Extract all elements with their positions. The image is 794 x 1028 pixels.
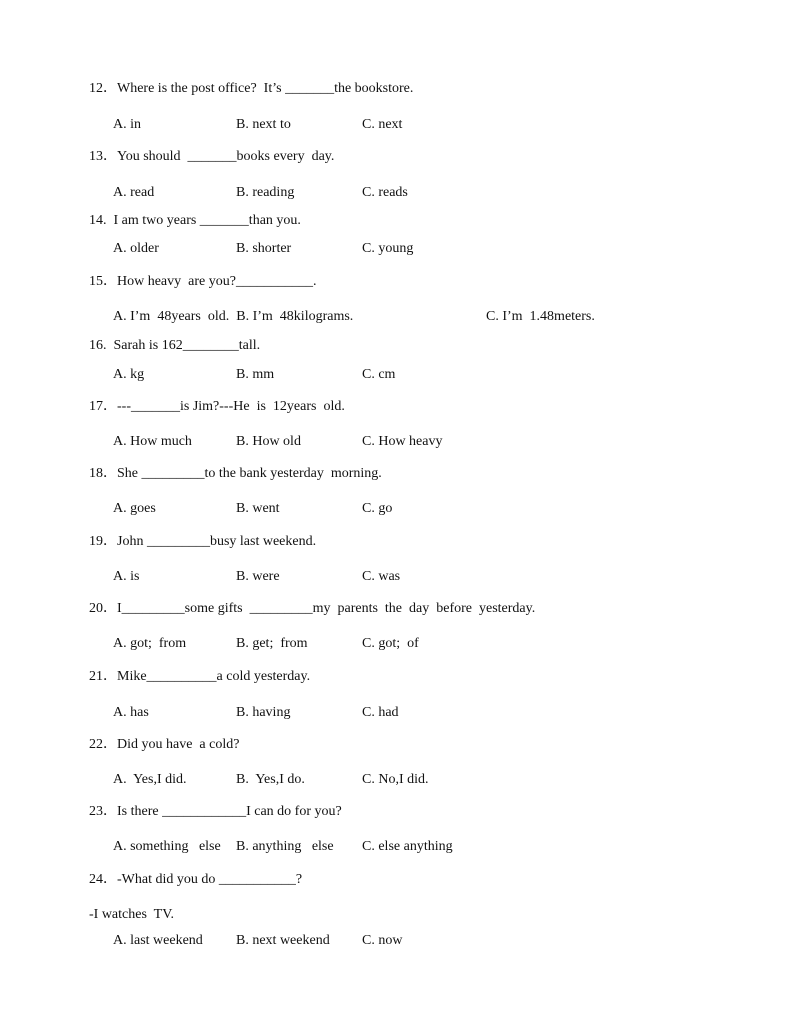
option-b: B. next to [236, 117, 291, 132]
answer-line: -I watches TV. [89, 907, 175, 922]
option-a: A. older [113, 241, 159, 256]
option-c: C. I’m 1.48meters. [486, 309, 595, 324]
option-a: A. How much [113, 434, 192, 449]
option-b: B. next weekend [236, 933, 330, 948]
option-c: C. got; of [362, 636, 419, 651]
option-c: C. now [362, 933, 403, 948]
option-a: A. something else [113, 839, 221, 854]
option-a: A. I’m 48years old. B. I’m 48kilograms. [113, 309, 354, 324]
option-c: C. go [362, 501, 393, 516]
option-c: C. reads [362, 185, 408, 200]
question-stem: 21．Mike__________a cold yesterday. [89, 669, 311, 684]
question-stem: 20．I_________some gifts _________my parents the day before yesterday. [89, 601, 536, 616]
option-c: C. else anything [362, 839, 453, 854]
question-stem: 23．Is there ____________I can do for you? [89, 804, 342, 819]
option-b: B. mm [236, 367, 275, 382]
option-c: C. cm [362, 367, 396, 382]
option-c: C. next [362, 117, 403, 132]
option-c: C. was [362, 569, 401, 584]
option-a: A. kg [113, 367, 145, 382]
option-c: C. young [362, 241, 414, 256]
option-a: A. got; from [113, 636, 187, 651]
option-b: B. How old [236, 434, 301, 449]
option-b: B. anything else [236, 839, 334, 854]
option-b: B. reading [236, 185, 295, 200]
option-c: C. had [362, 705, 399, 720]
option-a: A. goes [113, 501, 156, 516]
option-b: B. get; from [236, 636, 308, 651]
option-b: B. Yes,I do. [236, 772, 305, 787]
question-stem: 15．How heavy are you?___________. [89, 274, 317, 289]
option-a: A. last weekend [113, 933, 203, 948]
option-b: B. shorter [236, 241, 292, 256]
question-stem: 12．Where is the post office? It’s _______the bookstore. [89, 81, 414, 96]
question-stem: 18．She _________to the bank yesterday morning. [89, 466, 382, 481]
option-a: A. is [113, 569, 140, 584]
option-c: C. No,I did. [362, 772, 429, 787]
question-stem: 13．You should _______books every day. [89, 149, 335, 164]
option-a: A. has [113, 705, 149, 720]
option-b: B. having [236, 705, 291, 720]
option-a: A. read [113, 185, 155, 200]
question-stem: 14. I am two years _______than you. [89, 213, 301, 228]
question-stem: 24．-What did you do ___________? [89, 872, 303, 887]
question-stem: 22．Did you have a cold? [89, 737, 240, 752]
option-c: C. How heavy [362, 434, 443, 449]
option-b: B. were [236, 569, 280, 584]
option-b: B. went [236, 501, 280, 516]
question-stem: 19．John _________busy last weekend. [89, 534, 317, 549]
option-a: A. in [113, 117, 141, 132]
question-stem: 17．---_______is Jim?---He is 12years old. [89, 399, 345, 414]
question-stem: 16. Sarah is 162________tall. [89, 338, 261, 353]
option-a: A. Yes,I did. [113, 772, 187, 787]
